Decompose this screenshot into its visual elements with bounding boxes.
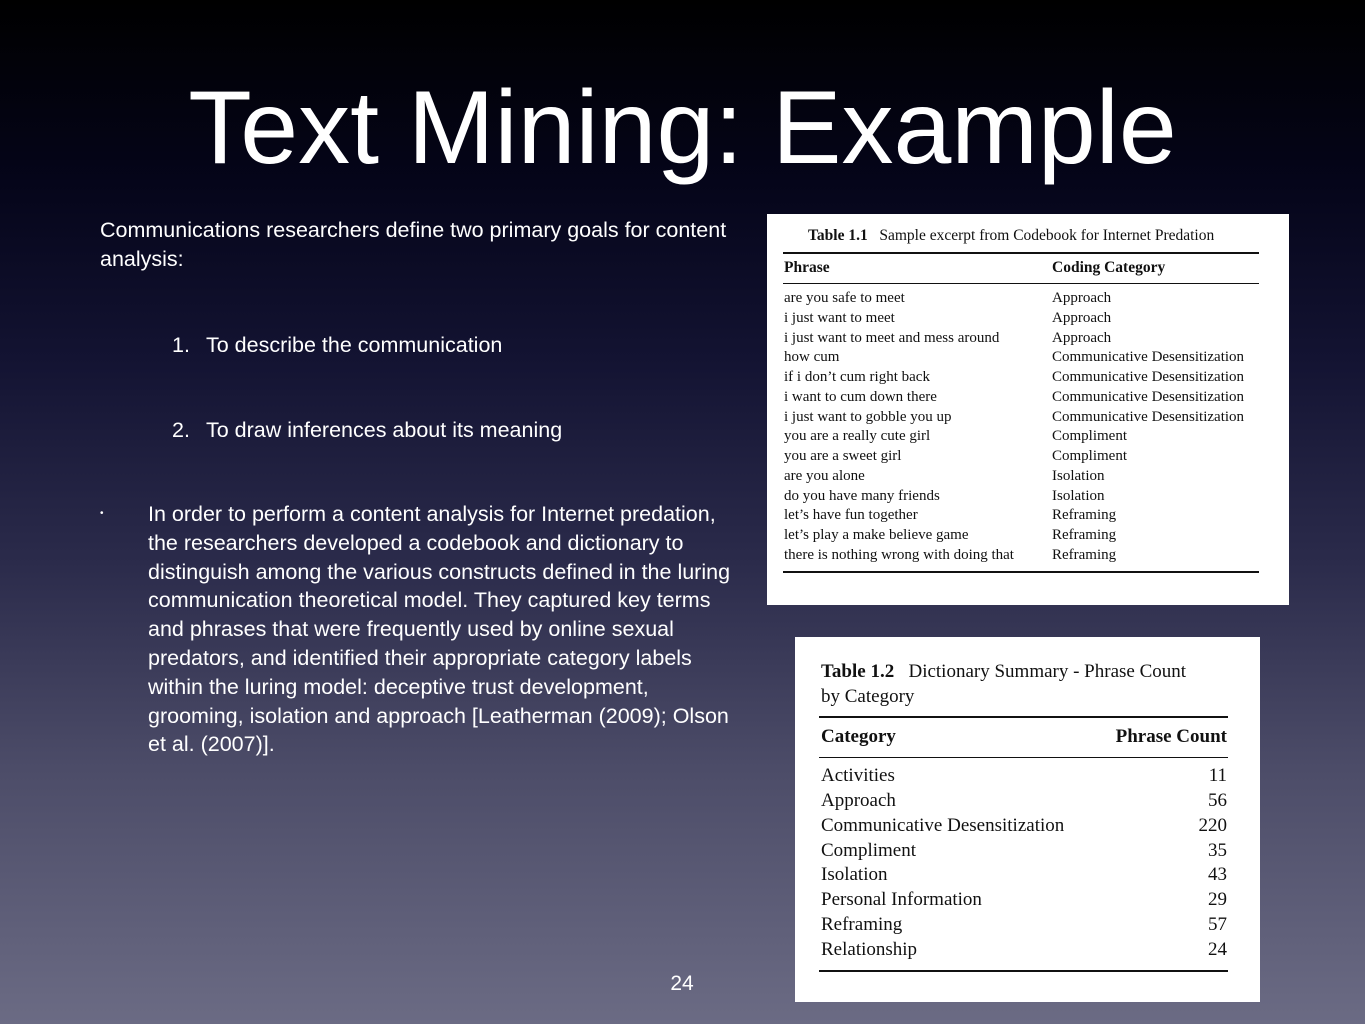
table-cell-category: Communicative Desensitization: [1052, 369, 1245, 385]
table-rule: [819, 757, 1228, 758]
intro-text: Communications researchers define two primary goals for content analysis:: [100, 218, 727, 271]
table-label: Table 1.1: [808, 227, 868, 244]
goal-text: To describe the communication: [206, 333, 503, 357]
goal-item-2: [172, 416, 562, 445]
goal-item-1: [172, 331, 502, 360]
dictionary-summary-table: [795, 637, 1260, 1002]
table-cell-phrase: are you alone: [784, 467, 865, 484]
goal-number: 1.: [172, 333, 190, 357]
table-label: Table 1.2: [821, 661, 895, 682]
page-number: 24: [670, 972, 694, 995]
table-header-category: Category: [821, 726, 896, 747]
table-caption: [808, 227, 1214, 245]
table-rule: [819, 716, 1228, 718]
codebook-table: [767, 214, 1289, 605]
table-cell-phrase: are you safe to meet: [784, 290, 905, 306]
table-cell-count: 29: [1208, 889, 1227, 911]
table-cell-phrase: i just want to meet: [784, 309, 895, 326]
table-cell-count: 11: [1208, 765, 1227, 786]
table-cell-phrase: i want to cum down there: [784, 388, 937, 405]
bullet-item: [100, 500, 750, 759]
table-cell-category: Activities: [821, 765, 895, 786]
table-cell-category: Communicative Desensitization: [821, 814, 1065, 836]
table-cell-phrase: let’s play a make believe game: [784, 527, 969, 543]
table-cell-category: Communicative Desensitization: [1052, 349, 1245, 366]
table-cell-count: 56: [1208, 789, 1227, 811]
table-cell-category: Communicative Desensitization: [1052, 408, 1245, 425]
table-cell-phrase: you are a really cute girl: [784, 428, 931, 445]
table-cell-category: Isolation: [1052, 467, 1105, 484]
table-header-category: Coding Category: [1052, 259, 1166, 276]
table-header-phrase: Phrase: [784, 259, 830, 276]
table-cell-phrase: i just want to meet and mess around: [784, 329, 1000, 346]
table-caption: [821, 661, 1186, 683]
table-cell-category: Isolation: [821, 864, 888, 886]
bullet-text: In order to perform a content analysis for Internet predation, the researchers developed a codebook and dictionary to distinguish among the various constructs defined in the luring communication theoretical model. They captured key terms and phrases that were frequently used by online sexual predators, and identified their appropriate category labels within the luring model: deceptive trust development, grooming, isolation and approach [Leatherman (2009); Olson et al. (2007)].: [148, 502, 731, 757]
table-cell-count: 35: [1208, 839, 1227, 861]
table-cell-category: Reframing: [821, 914, 903, 936]
table-rule: [783, 283, 1259, 284]
bullet-marker: •: [100, 508, 104, 519]
table-cell-category: Personal Information: [821, 889, 982, 911]
table-rule: [783, 571, 1259, 573]
table-cell-phrase: do you have many friends: [784, 487, 940, 504]
goal-number: 2.: [172, 418, 190, 442]
table-header-count: Phrase Count: [1115, 726, 1227, 747]
table-cell-category: Approach: [821, 789, 896, 811]
table-caption-line2: by Category: [821, 686, 915, 707]
table-cell-category: Compliment: [1052, 448, 1127, 464]
table-cell-category: Reframing: [1052, 546, 1117, 563]
table-caption-text: Sample excerpt from Codebook for Internet Predation: [879, 227, 1215, 244]
table-cell-count: 24: [1208, 938, 1227, 960]
table-caption-text: Dictionary Summary - Phrase Count: [908, 661, 1187, 682]
table-cell-category: Compliment: [1052, 428, 1127, 445]
table-cell-category: Approach: [1052, 290, 1112, 306]
table-cell-count: 57: [1208, 914, 1227, 936]
table-cell-category: Reframing: [1052, 507, 1117, 524]
table-cell-category: Isolation: [1052, 487, 1105, 504]
table-cell-category: Approach: [1052, 329, 1112, 346]
table-cell-category: Relationship: [821, 938, 918, 960]
table-cell-phrase: let’s have fun together: [784, 507, 918, 524]
table-cell-phrase: you are a sweet girl: [784, 448, 902, 464]
table-cell-category: Reframing: [1052, 527, 1117, 543]
table-cell-category: Compliment: [821, 839, 916, 861]
table-cell-phrase: how cum: [784, 349, 840, 366]
table-cell-phrase: i just want to gobble you up: [784, 408, 952, 425]
goal-text: To draw inferences about its meaning: [206, 418, 563, 442]
table-rule: [819, 970, 1228, 972]
table-cell-phrase: if i don’t cum right back: [784, 369, 930, 385]
table-cell-phrase: there is nothing wrong with doing that: [784, 546, 1014, 563]
table-rule: [783, 252, 1259, 254]
table-cell-category: Approach: [1052, 309, 1112, 326]
slide-title: Text Mining: Example: [188, 70, 1177, 186]
table-cell-count: 220: [1198, 814, 1227, 836]
table-cell-count: 43: [1208, 864, 1227, 886]
table-cell-category: Communicative Desensitization: [1052, 388, 1245, 405]
